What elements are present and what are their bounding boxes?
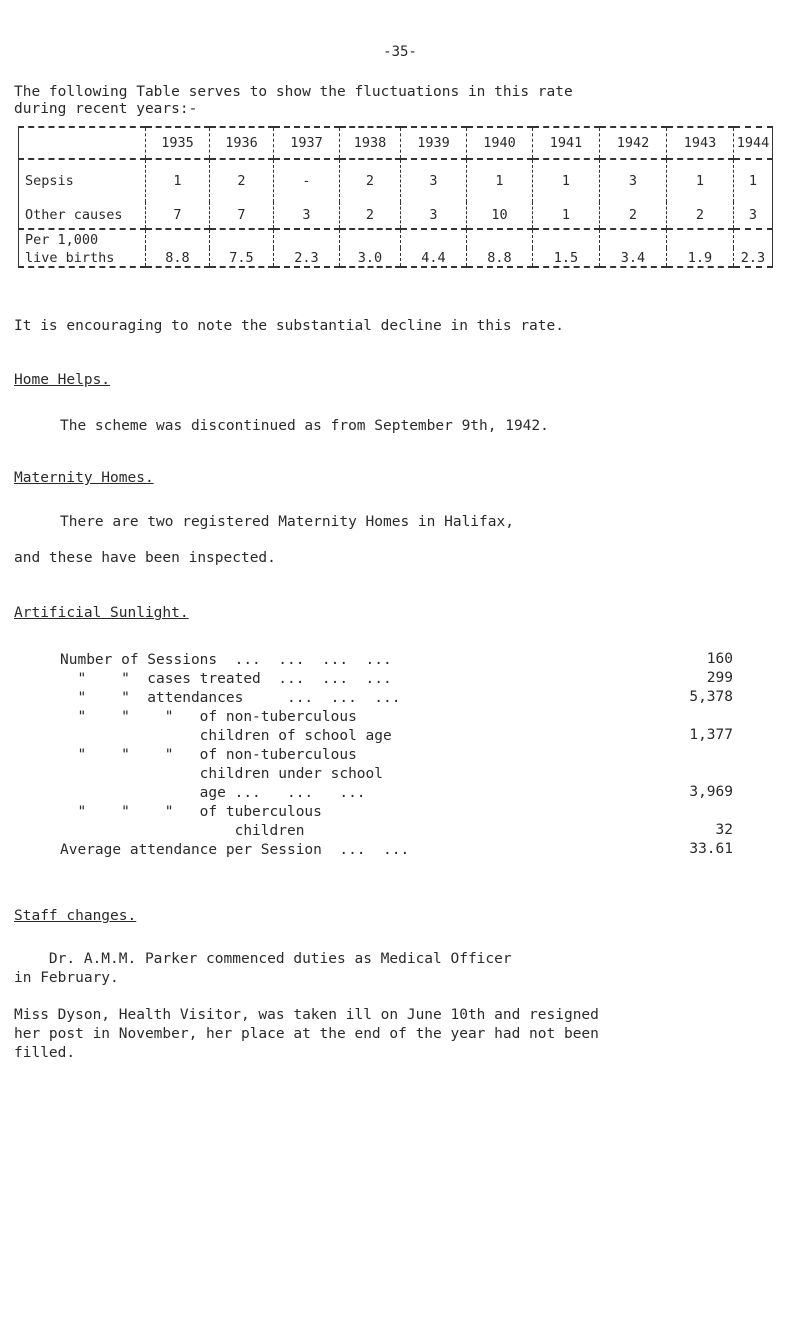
table-cell: 2	[340, 202, 401, 229]
sunlight-heading: Artificial Sunlight.	[14, 605, 189, 621]
sunlight-row-value: 1,377	[689, 727, 733, 743]
staff-p2-line-1: Miss Dyson, Health Visitor, was taken ill on June 10th and resigned	[14, 1007, 599, 1023]
page-number: -35-	[383, 44, 417, 60]
sunlight-row-value: 32	[715, 822, 733, 838]
table-cell: 8.8	[146, 248, 210, 267]
table-cell: 3	[401, 202, 467, 229]
staff-p2-line-3: filled.	[14, 1045, 76, 1061]
row-label: Per 1,000	[19, 229, 146, 248]
table-cell: 7	[146, 202, 210, 229]
table-cell: 1	[667, 159, 734, 202]
sunlight-row-value: 33.61	[689, 841, 733, 857]
table-cell: 7.5	[210, 248, 274, 267]
table-cell: 3	[734, 202, 773, 229]
year-cell: 1941	[533, 127, 600, 159]
table-cell: 1	[734, 159, 773, 202]
year-cell: 1937	[274, 127, 340, 159]
year-cell: 1942	[600, 127, 667, 159]
table-cell: -	[274, 159, 340, 202]
intro-line-2: during recent years:-	[14, 101, 198, 117]
row-label: Sepsis	[19, 159, 146, 202]
table-row-other-causes	[19, 202, 773, 229]
sunlight-row-label: " " " of tuberculous children	[77, 804, 322, 839]
table-cell: 1	[533, 202, 600, 229]
staff-p1-line-2: in February.	[14, 970, 119, 986]
table-cell: 8.8	[467, 248, 533, 267]
sunlight-row-value: 299	[706, 670, 733, 686]
table-cell: 1.5	[533, 248, 600, 267]
table-cell: 3	[274, 202, 340, 229]
table-cell: 2	[600, 202, 667, 229]
table-cell: 7	[210, 202, 274, 229]
table-cell: 3	[600, 159, 667, 202]
table-row-rate-label	[19, 229, 773, 248]
staff-paragraph-2	[14, 1006, 599, 1063]
year-cell: 1943	[667, 127, 734, 159]
table-row-sepsis	[19, 159, 773, 202]
intro-paragraph	[14, 84, 573, 118]
sunlight-row-label: " " attendances ... ... ...	[60, 690, 401, 706]
rates-table	[18, 126, 773, 268]
row-label: live births	[19, 248, 146, 267]
year-cell: 1938	[340, 127, 401, 159]
intro-line-1: The following Table serves to show the fluctuations in this rate	[14, 84, 573, 100]
year-cell: 1944	[734, 127, 773, 159]
maternity-line-1: There are two registered Maternity Homes in Halifax,	[60, 514, 514, 530]
table-cell: 3.0	[340, 248, 401, 267]
sunlight-row-label: " " " of non-tuberculous children of school age	[77, 709, 392, 744]
table-cell: 1	[146, 159, 210, 202]
staff-p1-line-1: Dr. A.M.M. Parker commenced duties as Medical Officer	[14, 951, 512, 967]
year-cell: 1940	[467, 127, 533, 159]
table-cell: 2.3	[274, 248, 340, 267]
maternity-line-2: and these have been inspected.	[14, 550, 276, 566]
sunlight-row-label: " " " of non-tuberculous children under school age ... ... ...	[77, 747, 384, 801]
home-helps-heading: Home Helps.	[14, 372, 111, 388]
table-header-row	[19, 127, 773, 159]
table-cell: 10	[467, 202, 533, 229]
table-cell: 3	[401, 159, 467, 202]
year-cell: 1936	[210, 127, 274, 159]
staff-paragraph-1	[14, 950, 512, 988]
home-helps-text: The scheme was discontinued as from September 9th, 1942.	[60, 418, 549, 434]
table-cell: 3.4	[600, 248, 667, 267]
sunlight-row-label: Average attendance per Session ... ...	[60, 842, 410, 858]
table-cell: 4.4	[401, 248, 467, 267]
sunlight-row-label: Number of Sessions ... ... ... ...	[60, 652, 392, 668]
header-corner	[19, 127, 146, 159]
sunlight-row-value: 3,969	[689, 784, 733, 800]
staff-p2-line-2: her post in November, her place at the end of the year had not been	[14, 1026, 599, 1042]
sunlight-row-value: 160	[706, 651, 733, 667]
table-row-rate	[19, 248, 773, 267]
staff-heading: Staff changes.	[14, 908, 137, 924]
table-cell: 1.9	[667, 248, 734, 267]
encouraging-text: It is encouraging to note the substantial decline in this rate.	[14, 318, 564, 334]
row-label: Other causes	[19, 202, 146, 229]
year-cell: 1939	[401, 127, 467, 159]
maternity-heading: Maternity Homes.	[14, 470, 154, 486]
table-cell: 1	[467, 159, 533, 202]
year-cell: 1935	[146, 127, 210, 159]
table-cell: 2	[340, 159, 401, 202]
table-cell: 1	[533, 159, 600, 202]
sunlight-row-value: 5,378	[689, 689, 733, 705]
table-cell: 2	[667, 202, 734, 229]
table-cell: 2	[210, 159, 274, 202]
table-cell: 2.3	[734, 248, 773, 267]
sunlight-row-label: " " cases treated ... ... ...	[60, 671, 392, 687]
